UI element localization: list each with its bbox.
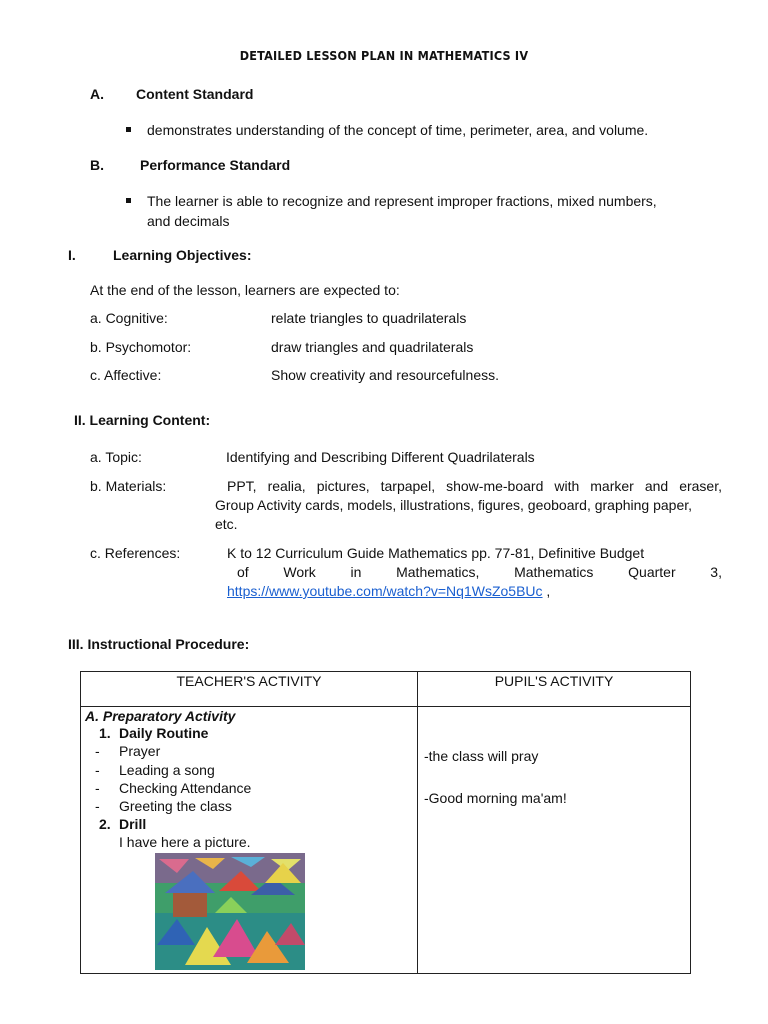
dash-marker: - xyxy=(95,780,100,796)
section-b-letter: B. xyxy=(90,157,104,173)
pupil-activity-header: PUPIL'S ACTIVITY xyxy=(418,672,691,707)
topic-label: a. Topic: xyxy=(90,449,142,465)
topic-value: Identifying and Describing Different Quadrilaterals xyxy=(226,449,535,465)
drill-number: 2. xyxy=(99,816,111,832)
preparatory-activity-heading: A. Preparatory Activity xyxy=(85,708,236,724)
references-line1: K to 12 Curriculum Guide Mathematics pp. 77-81, Definitive Budget xyxy=(227,545,645,561)
objective-label-cognitive: a. Cognitive: xyxy=(90,310,168,326)
routine-item: Leading a song xyxy=(119,762,215,778)
materials-line1: PPT, realia, pictures, tarpapel, show-me-board with marker and eraser, xyxy=(227,478,722,494)
objectives-numeral: I. xyxy=(68,247,76,263)
performance-standard-line2: and decimals xyxy=(147,213,230,229)
materials-label: b. Materials: xyxy=(90,478,167,494)
teacher-activity-header: TEACHER'S ACTIVITY xyxy=(81,672,418,707)
references-label: c. References: xyxy=(90,545,181,561)
content-standard-text: demonstrates understanding of the concept of time, perimeter, area, and volume. xyxy=(147,122,649,138)
performance-standard-line1: The learner is able to recognize and represent improper fractions, mixed numbers, xyxy=(147,193,657,209)
table-row xyxy=(81,707,691,974)
drill-heading: Drill xyxy=(119,816,147,832)
section-a-letter: A. xyxy=(90,86,104,102)
pupil-activity-cell xyxy=(418,707,691,974)
performance-standard-heading: Performance Standard xyxy=(140,157,291,173)
dash-marker: - xyxy=(95,743,100,759)
document-title: DETAILED LESSON PLAN IN MATHEMATICS IV xyxy=(239,48,529,63)
dash-marker: - xyxy=(95,798,100,814)
bullet-icon xyxy=(126,198,131,203)
references-line2: of Work in Mathematics, Mathematics Quarter 3, xyxy=(237,564,722,580)
learning-content-heading: II. Learning Content: xyxy=(74,412,211,428)
dash-marker: - xyxy=(95,762,100,778)
bullet-icon xyxy=(126,127,131,132)
pupil-response-greeting: -Good morning ma'am! xyxy=(424,790,567,806)
pupil-response-pray: -the class will pray xyxy=(424,748,539,764)
youtube-reference-link[interactable]: https://www.youtube.com/watch?v=Nq1WsZo5BUc xyxy=(227,583,543,599)
content-standard-heading: Content Standard xyxy=(136,86,254,102)
objective-label-affective: c. Affective: xyxy=(90,367,162,383)
daily-routine-number: 1. xyxy=(99,725,111,741)
objective-value-cognitive: relate triangles to quadrilaterals xyxy=(271,310,467,326)
objectives-heading: Learning Objectives: xyxy=(113,247,252,263)
procedure-heading: III. Instructional Procedure: xyxy=(68,636,250,652)
drill-text: I have here a picture. xyxy=(119,834,251,850)
procedure-table xyxy=(80,671,691,974)
materials-line2: Group Activity cards, models, illustrations, figures, geoboard, graphing paper, xyxy=(215,497,693,513)
teacher-activity-cell xyxy=(81,707,418,974)
drill-picture xyxy=(155,853,305,970)
objectives-intro: At the end of the lesson, learners are expected to: xyxy=(90,282,400,298)
references-trailing-comma: , xyxy=(542,583,551,599)
objective-value-affective: Show creativity and resourcefulness. xyxy=(271,367,499,383)
table-header-row xyxy=(81,672,691,707)
objective-label-psychomotor: b. Psychomotor: xyxy=(90,339,192,355)
objective-value-psychomotor: draw triangles and quadrilaterals xyxy=(271,339,474,355)
materials-line3: etc. xyxy=(215,516,238,532)
routine-item: Prayer xyxy=(119,743,161,759)
daily-routine-heading: Daily Routine xyxy=(119,725,209,741)
routine-item: Greeting the class xyxy=(119,798,232,814)
routine-item: Checking Attendance xyxy=(119,780,252,796)
references-line3 xyxy=(227,583,550,599)
